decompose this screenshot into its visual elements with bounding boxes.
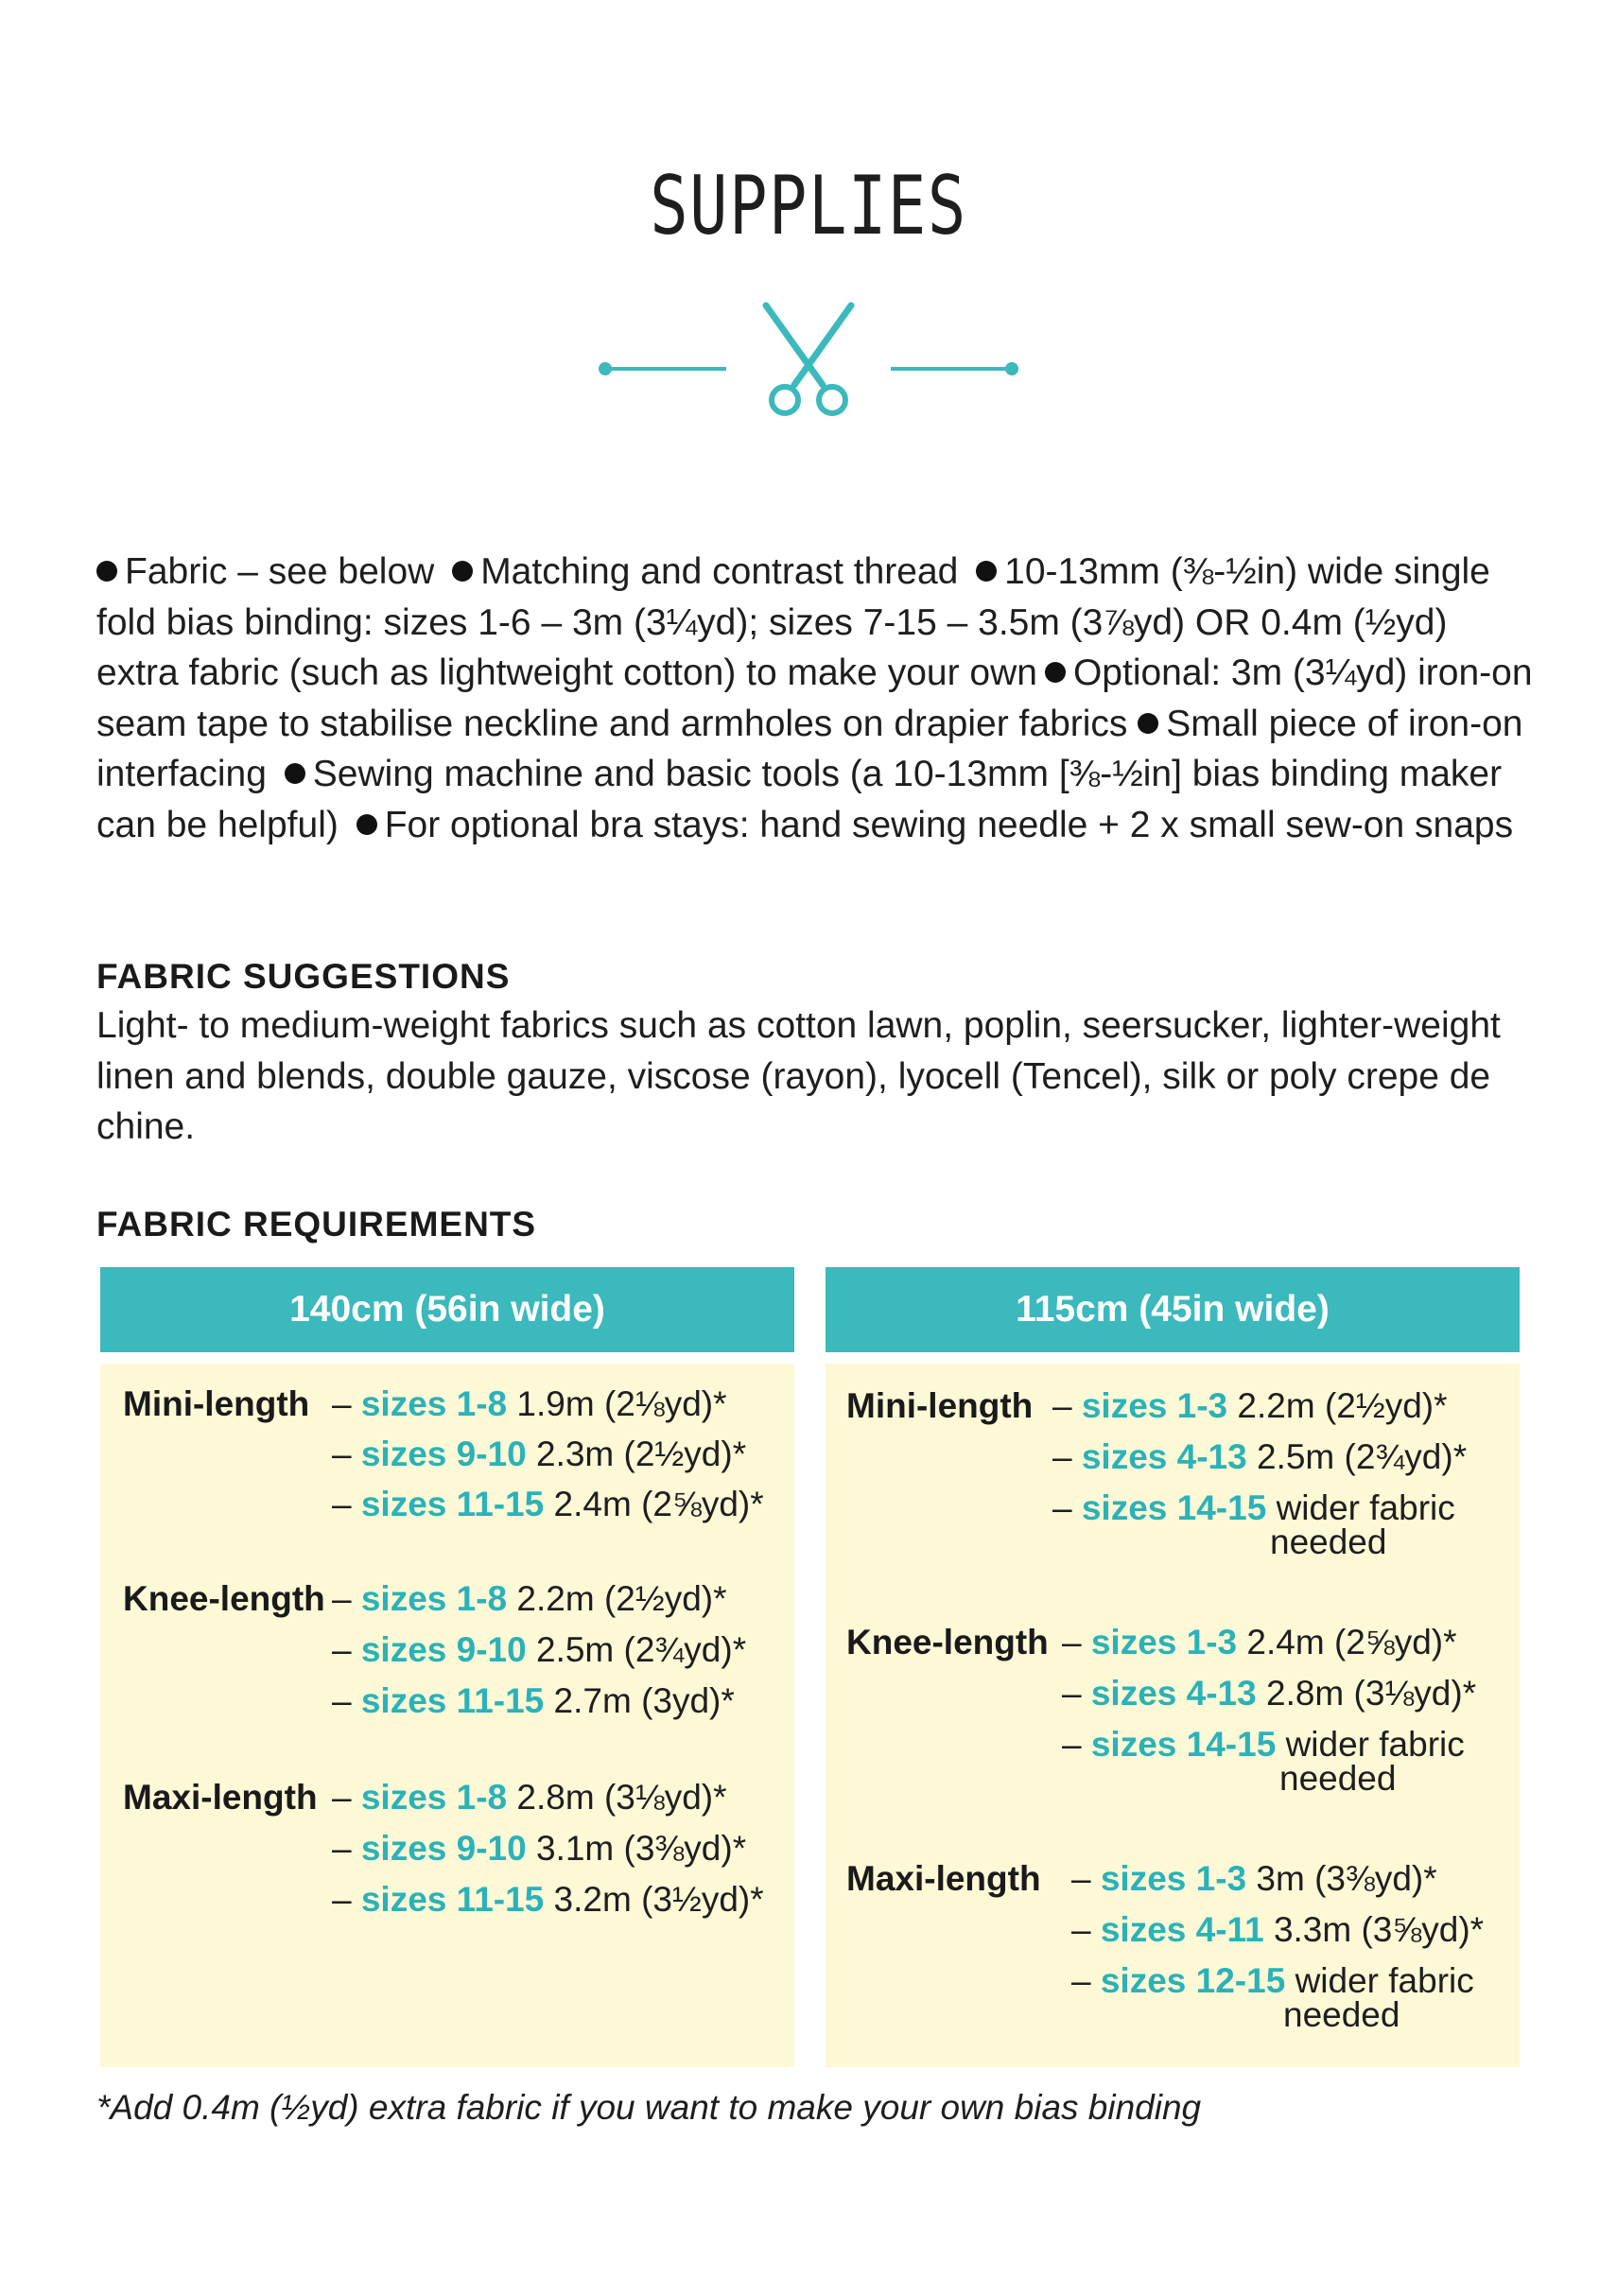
fabric-amount: 1.9m (2⅛yd)*: [516, 1384, 727, 1423]
size-range: sizes 12-15: [1100, 1961, 1286, 2000]
fabric-requirements-heading: FABRIC REQUIREMENTS: [96, 1205, 537, 1244]
scissors-divider: [591, 298, 1026, 421]
fabric-suggestions-heading: FABRIC SUGGESTIONS: [96, 957, 511, 996]
size-range: sizes 9-10: [360, 1829, 527, 1868]
size-range: sizes 4-13: [1090, 1674, 1257, 1713]
size-range: sizes 1-3: [1081, 1386, 1228, 1425]
dash: –: [1052, 1386, 1072, 1425]
requirement-line: [1052, 1437, 1467, 1477]
fabric-amount: 2.3m (2½yd)*: [536, 1435, 747, 1473]
dash: –: [1052, 1437, 1072, 1476]
requirement-line: [1052, 1386, 1448, 1426]
fabric-amount: 2.5m (2¾yd)*: [536, 1630, 747, 1669]
fabric-amount: 3.1m (3⅜yd)*: [536, 1829, 747, 1868]
size-range: sizes 1-3: [1090, 1623, 1238, 1661]
group-label: Maxi-length: [123, 1778, 318, 1817]
supply-item: Small piece of iron-on interfacing: [96, 703, 1523, 794]
supply-item: 10-13mm (⅜-½in) wide single fold bias binding: sizes 1-6 – 3m (3¼yd); sizes 7-15 – 3.5m (3⅞yd) OR 0.4m (½yd) extra fabric (such as lightweight cotton) to make your own: [96, 551, 1490, 693]
size-range: sizes 1-8: [360, 1579, 508, 1618]
dash: –: [1071, 1961, 1091, 2000]
fabric-amount: wider fabric: [1285, 1725, 1465, 1764]
dash: –: [332, 1681, 352, 1720]
requirement-line: [1071, 1910, 1484, 1950]
table-body: [826, 1364, 1520, 2067]
dash: –: [1071, 1910, 1091, 1949]
requirements-table-140cm: [100, 1267, 794, 2067]
requirement-line: [1062, 1623, 1457, 1662]
page-title: SUPPLIES: [650, 159, 967, 253]
requirement-line: [332, 1384, 727, 1424]
requirement-line: [1062, 1725, 1465, 1765]
dash: –: [1052, 1488, 1072, 1527]
requirement-line: [332, 1778, 727, 1818]
dash: –: [332, 1880, 352, 1919]
dash: –: [1062, 1674, 1082, 1713]
size-range: sizes 4-13: [1081, 1437, 1247, 1476]
supply-item: Sewing machine and basic tools (a 10-13mm [⅜-½in] bias binding maker can be helpful): [96, 754, 1503, 845]
size-range: sizes 1-8: [360, 1384, 508, 1423]
fabric-amount-continued: needed: [1283, 1995, 1400, 2034]
bullet-icon: [452, 561, 473, 582]
requirements-table-115cm: [826, 1267, 1520, 2067]
size-range: sizes 9-10: [360, 1435, 527, 1473]
size-range: sizes 9-10: [360, 1630, 527, 1669]
requirement-line: [1071, 1859, 1437, 1899]
divider-line-right: [891, 362, 1018, 375]
size-range: sizes 14-15: [1081, 1488, 1267, 1527]
bullet-icon: [96, 561, 117, 582]
fabric-suggestions-text: Light- to medium-weight fabrics such as cotton lawn, poplin, seersucker, lighter-weight linen and blends, double gauze, viscose (rayon), lyocell (Tencel), silk or poly crepe de chine.: [96, 1005, 1501, 1147]
group-label: Knee-length: [123, 1579, 325, 1618]
fabric-amount-continued: needed: [1270, 1522, 1387, 1561]
size-range: sizes 11-15: [360, 1880, 545, 1919]
dash: –: [1071, 1859, 1091, 1898]
table-header: 140cm (56in wide): [100, 1267, 794, 1352]
supply-item: For optional bra stays: hand sewing needle + 2 x small sew-on snaps: [384, 804, 1514, 845]
bullet-icon: [1138, 713, 1158, 734]
size-range: sizes 4-11: [1100, 1910, 1264, 1949]
size-range: sizes 14-15: [1090, 1725, 1277, 1764]
dash: –: [332, 1579, 352, 1618]
fabric-amount-continued: needed: [1279, 1759, 1397, 1798]
requirement-line: [332, 1630, 746, 1670]
fabric-amount: 2.8m (3⅛yd)*: [1266, 1674, 1477, 1713]
size-range: sizes 11-15: [360, 1485, 545, 1523]
table-header: 115cm (45in wide): [826, 1267, 1520, 1352]
dash: –: [332, 1485, 352, 1523]
fabric-amount: wider fabric: [1295, 1961, 1474, 2000]
group-label: Mini-length: [123, 1384, 310, 1423]
fabric-amount: wider fabric: [1276, 1488, 1455, 1527]
size-range: sizes 1-3: [1100, 1859, 1247, 1898]
supplies-list: [96, 547, 1534, 850]
bullet-icon: [1045, 662, 1066, 683]
fabric-amount: 2.4m (2⅝yd)*: [1246, 1623, 1457, 1661]
requirement-line: [332, 1485, 764, 1524]
group-label: Mini-length: [846, 1386, 1034, 1425]
supply-item: Matching and contrast thread: [480, 551, 959, 592]
requirement-line: [1052, 1488, 1455, 1528]
requirement-line: [332, 1681, 735, 1721]
dash: –: [332, 1435, 352, 1473]
fabric-amount: 2.7m (3yd)*: [553, 1681, 735, 1720]
dash: –: [332, 1778, 352, 1817]
requirement-line: [332, 1435, 746, 1474]
fabric-amount: 2.2m (2½yd)*: [1237, 1386, 1448, 1425]
bullet-icon: [976, 561, 997, 582]
dash: –: [332, 1829, 352, 1868]
scissors-icon: [766, 305, 851, 413]
fabric-amount: 3.3m (3⅝yd)*: [1273, 1910, 1485, 1949]
fabric-amount: 2.5m (2¾yd)*: [1257, 1437, 1468, 1476]
dash: –: [1062, 1623, 1082, 1661]
dash: –: [1062, 1725, 1082, 1764]
group-label: Knee-length: [846, 1623, 1049, 1661]
supply-item: Fabric – see below: [125, 551, 435, 592]
requirement-line: [332, 1829, 746, 1869]
supply-item: Optional: 3m (3¼yd) iron-on seam tape to stabilise neckline and armholes on drapier fabrics: [96, 652, 1533, 744]
bullet-icon: [285, 763, 305, 784]
requirement-line: [1071, 1961, 1474, 2001]
fabric-amount: 2.4m (2⅝yd)*: [553, 1485, 764, 1523]
size-range: sizes 11-15: [360, 1681, 545, 1720]
fabric-amount: 3m (3⅜yd)*: [1256, 1859, 1437, 1898]
table-body: [100, 1364, 794, 2067]
fabric-amount: 2.8m (3⅛yd)*: [516, 1778, 727, 1817]
requirement-line: [332, 1880, 764, 1920]
bullet-icon: [356, 814, 377, 835]
divider-line-left: [599, 362, 726, 375]
requirement-line: [1062, 1674, 1476, 1713]
group-label: Maxi-length: [846, 1859, 1041, 1898]
requirement-line: [332, 1579, 727, 1619]
fabric-amount: 2.2m (2½yd)*: [516, 1579, 727, 1618]
size-range: sizes 1-8: [360, 1778, 508, 1817]
footnote: *Add 0.4m (½yd) extra fabric if you want to make your own bias binding: [96, 2088, 1202, 2127]
fabric-amount: 3.2m (3½yd)*: [553, 1880, 764, 1919]
dash: –: [332, 1630, 352, 1669]
dash: –: [332, 1384, 352, 1423]
